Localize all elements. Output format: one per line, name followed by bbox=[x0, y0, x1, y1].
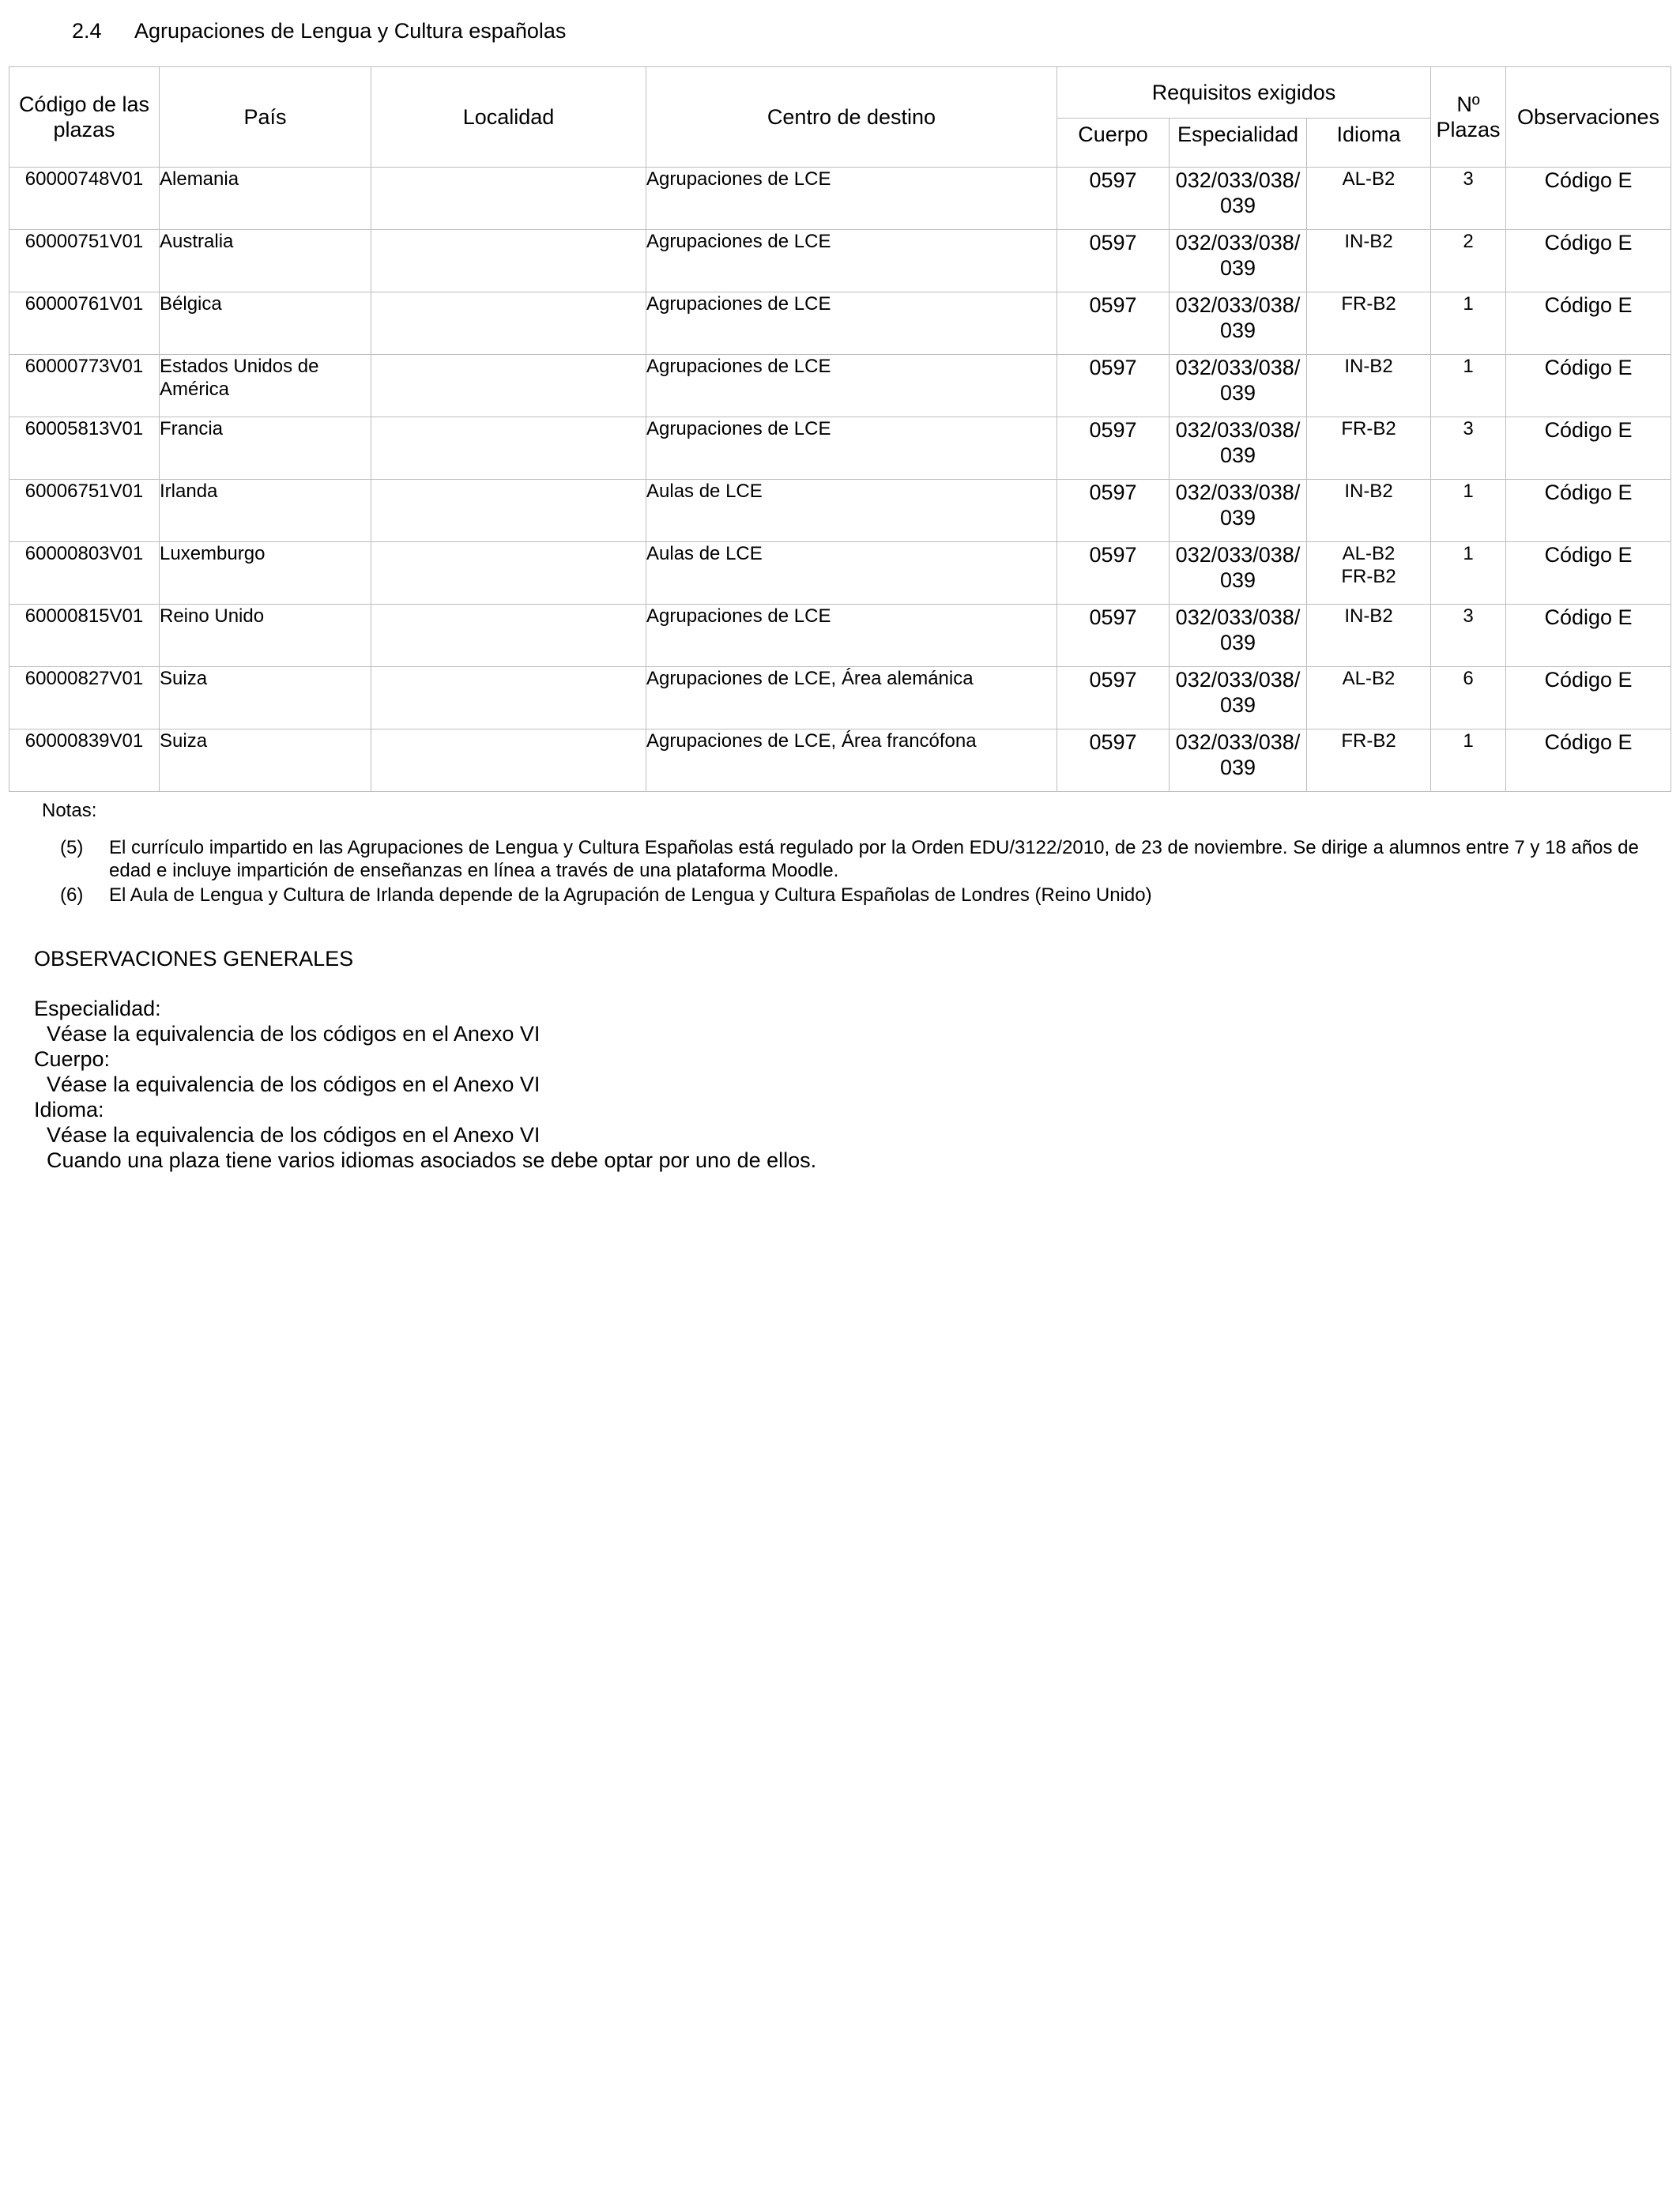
cell-centro: Aulas de LCE bbox=[646, 542, 1057, 605]
header-codigo: Código de las plazas bbox=[9, 67, 160, 168]
idioma-line: AL-B2 bbox=[1342, 668, 1396, 689]
cell-localidad bbox=[371, 230, 646, 292]
cell-localidad bbox=[371, 605, 646, 667]
cell-cuerpo: 0597 bbox=[1057, 729, 1170, 792]
cell-localidad bbox=[371, 480, 646, 542]
idioma-line: IN-B2 bbox=[1344, 481, 1393, 502]
especialidad-line: 032/033/038/ bbox=[1175, 543, 1301, 567]
header-pais: País bbox=[160, 67, 371, 168]
especialidad-line: 039 bbox=[1219, 256, 1256, 280]
cell-especialidad bbox=[1170, 355, 1307, 417]
especialidad-line: 039 bbox=[1219, 381, 1256, 405]
idioma-line: FR-B2 bbox=[1341, 730, 1396, 752]
cell-pais: Suiza bbox=[160, 729, 371, 792]
cell-plazas: 2 bbox=[1431, 230, 1506, 292]
cell-observaciones: Código E bbox=[1506, 729, 1671, 792]
header-centro: Centro de destino bbox=[646, 67, 1057, 168]
cell-idioma bbox=[1307, 605, 1431, 667]
cell-localidad bbox=[371, 355, 646, 417]
cell-idioma bbox=[1307, 168, 1431, 230]
observaciones-generales bbox=[34, 946, 816, 1173]
especialidad-line: 039 bbox=[1219, 568, 1256, 592]
table-row bbox=[9, 230, 1671, 292]
cell-plazas: 1 bbox=[1431, 542, 1506, 605]
table-row bbox=[9, 542, 1671, 605]
observacion-text: Véase la equivalencia de los códigos en el Anexo VI bbox=[47, 1022, 541, 1046]
table-row bbox=[9, 292, 1671, 355]
header-localidad: Localidad bbox=[371, 67, 646, 168]
idioma-line: AL-B2 bbox=[1342, 168, 1396, 190]
cell-centro: Agrupaciones de LCE, Área francófona bbox=[646, 729, 1057, 792]
especialidad-line: 039 bbox=[1219, 319, 1256, 342]
cell-observaciones: Código E bbox=[1506, 355, 1671, 417]
table-row bbox=[9, 480, 1671, 542]
cell-plazas: 1 bbox=[1431, 355, 1506, 417]
section-number: 2.4 bbox=[72, 19, 102, 43]
cell-pais: Estados Unidos de América bbox=[160, 355, 371, 417]
especialidad-line: 039 bbox=[1219, 443, 1256, 467]
cell-especialidad bbox=[1170, 292, 1307, 355]
cell-pais: Bélgica bbox=[160, 292, 371, 355]
cell-plazas: 1 bbox=[1431, 480, 1506, 542]
nota-number: (5) bbox=[60, 837, 84, 858]
cell-centro: Agrupaciones de LCE bbox=[646, 230, 1057, 292]
cell-centro: Agrupaciones de LCE bbox=[646, 417, 1057, 480]
cell-pais: Australia bbox=[160, 230, 371, 292]
cell-centro: Agrupaciones de LCE bbox=[646, 355, 1057, 417]
observacion-label: Cuerpo: bbox=[34, 1047, 111, 1071]
notas-list bbox=[60, 836, 1656, 908]
cell-codigo: 60000827V01 bbox=[9, 667, 160, 729]
cell-idioma bbox=[1307, 417, 1431, 480]
nota-item bbox=[60, 836, 1656, 882]
cell-idioma bbox=[1307, 230, 1431, 292]
cell-pais: Reino Unido bbox=[160, 605, 371, 667]
notas-label: Notas: bbox=[42, 800, 97, 821]
table-row bbox=[9, 355, 1671, 417]
especialidad-line: 039 bbox=[1219, 631, 1256, 654]
cell-pais: Francia bbox=[160, 417, 371, 480]
cell-localidad bbox=[371, 542, 646, 605]
cell-cuerpo: 0597 bbox=[1057, 168, 1170, 230]
header-especialidad: Especialidad bbox=[1170, 119, 1307, 168]
cell-plazas: 1 bbox=[1431, 292, 1506, 355]
cell-idioma bbox=[1307, 355, 1431, 417]
especialidad-line: 032/033/038/ bbox=[1175, 730, 1301, 754]
cell-codigo: 60006751V01 bbox=[9, 480, 160, 542]
cell-codigo: 60005813V01 bbox=[9, 417, 160, 480]
especialidad-line: 039 bbox=[1219, 194, 1256, 217]
especialidad-line: 032/033/038/ bbox=[1175, 356, 1301, 379]
cell-codigo: 60000773V01 bbox=[9, 355, 160, 417]
idioma-line: FR-B2 bbox=[1341, 418, 1396, 439]
observacion-text: Véase la equivalencia de los códigos en el Anexo VI bbox=[47, 1072, 541, 1096]
cell-plazas: 3 bbox=[1431, 605, 1506, 667]
cell-especialidad bbox=[1170, 230, 1307, 292]
cell-especialidad bbox=[1170, 480, 1307, 542]
header-observaciones: Observaciones bbox=[1506, 67, 1671, 168]
idioma-line: AL-B2 bbox=[1342, 543, 1396, 564]
especialidad-line: 032/033/038/ bbox=[1175, 168, 1301, 192]
especialidad-line: 032/033/038/ bbox=[1175, 418, 1301, 442]
table-row bbox=[9, 605, 1671, 667]
especialidad-line: 032/033/038/ bbox=[1175, 481, 1301, 504]
cell-pais: Luxemburgo bbox=[160, 542, 371, 605]
cell-cuerpo: 0597 bbox=[1057, 355, 1170, 417]
idioma-line: IN-B2 bbox=[1344, 356, 1393, 377]
idioma-line: IN-B2 bbox=[1344, 231, 1393, 252]
nota-text: El Aula de Lengua y Cultura de Irlanda depende de la Agrupación de Lengua y Cultura Españolas de Londres (Reino Unido) bbox=[109, 884, 1152, 906]
cell-centro: Agrupaciones de LCE bbox=[646, 605, 1057, 667]
cell-codigo: 60000803V01 bbox=[9, 542, 160, 605]
cell-localidad bbox=[371, 168, 646, 230]
cell-codigo: 60000839V01 bbox=[9, 729, 160, 792]
cell-centro: Agrupaciones de LCE, Área alemánica bbox=[646, 667, 1057, 729]
observacion-label: Idioma: bbox=[34, 1098, 104, 1122]
header-idioma: Idioma bbox=[1307, 119, 1431, 168]
especialidad-line: 039 bbox=[1219, 756, 1256, 779]
cell-especialidad bbox=[1170, 417, 1307, 480]
cell-plazas: 6 bbox=[1431, 667, 1506, 729]
cell-cuerpo: 0597 bbox=[1057, 417, 1170, 480]
cell-localidad bbox=[371, 417, 646, 480]
table-row bbox=[9, 417, 1671, 480]
cell-observaciones: Código E bbox=[1506, 417, 1671, 480]
cell-plazas: 3 bbox=[1431, 168, 1506, 230]
table-row bbox=[9, 168, 1671, 230]
observacion-text: Véase la equivalencia de los códigos en el Anexo VI bbox=[47, 1123, 541, 1147]
especialidad-line: 032/033/038/ bbox=[1175, 293, 1301, 317]
cell-especialidad bbox=[1170, 542, 1307, 605]
cell-plazas: 1 bbox=[1431, 729, 1506, 792]
cell-centro: Aulas de LCE bbox=[646, 480, 1057, 542]
cell-cuerpo: 0597 bbox=[1057, 230, 1170, 292]
idioma-line: FR-B2 bbox=[1341, 566, 1396, 587]
especialidad-line: 039 bbox=[1219, 506, 1256, 530]
cell-localidad bbox=[371, 729, 646, 792]
header-cuerpo: Cuerpo bbox=[1057, 119, 1170, 168]
cell-observaciones: Código E bbox=[1506, 667, 1671, 729]
cell-cuerpo: 0597 bbox=[1057, 480, 1170, 542]
cell-centro: Agrupaciones de LCE bbox=[646, 168, 1057, 230]
especialidad-line: 032/033/038/ bbox=[1175, 668, 1301, 692]
table-row bbox=[9, 667, 1671, 729]
cell-idioma bbox=[1307, 667, 1431, 729]
table-body bbox=[9, 168, 1671, 792]
table-row bbox=[9, 729, 1671, 792]
cell-centro: Agrupaciones de LCE bbox=[646, 292, 1057, 355]
observaciones-generales-title: OBSERVACIONES GENERALES bbox=[34, 947, 354, 971]
cell-idioma bbox=[1307, 480, 1431, 542]
cell-especialidad bbox=[1170, 605, 1307, 667]
cell-idioma bbox=[1307, 729, 1431, 792]
section-heading bbox=[72, 19, 566, 43]
cell-cuerpo: 0597 bbox=[1057, 605, 1170, 667]
cell-observaciones: Código E bbox=[1506, 230, 1671, 292]
cell-codigo: 60000748V01 bbox=[9, 168, 160, 230]
cell-observaciones: Código E bbox=[1506, 542, 1671, 605]
plazas-table bbox=[9, 66, 1671, 792]
cell-especialidad bbox=[1170, 168, 1307, 230]
cell-idioma bbox=[1307, 542, 1431, 605]
cell-localidad bbox=[371, 292, 646, 355]
cell-especialidad bbox=[1170, 729, 1307, 792]
nota-number: (6) bbox=[60, 884, 84, 906]
cell-localidad bbox=[371, 667, 646, 729]
cell-cuerpo: 0597 bbox=[1057, 667, 1170, 729]
idioma-line: FR-B2 bbox=[1341, 293, 1396, 315]
especialidad-line: 039 bbox=[1219, 693, 1256, 717]
nota-text: El currículo impartido en las Agrupaciones de Lengua y Cultura Españolas está regulado por la Orden EDU/3122/2010, de 23 de noviembre. Se dirige a alumnos entre 7 y 18 años de edad e incluye impartición de enseñanzas en línea a través de una plataforma Moodle. bbox=[109, 837, 1639, 881]
cell-codigo: 60000751V01 bbox=[9, 230, 160, 292]
cell-codigo: 60000815V01 bbox=[9, 605, 160, 667]
cell-cuerpo: 0597 bbox=[1057, 542, 1170, 605]
section-title: Agrupaciones de Lengua y Cultura españolas bbox=[134, 19, 567, 43]
cell-especialidad bbox=[1170, 667, 1307, 729]
header-requisitos: Requisitos exigidos bbox=[1057, 67, 1431, 119]
especialidad-line: 032/033/038/ bbox=[1175, 231, 1301, 254]
cell-observaciones: Código E bbox=[1506, 605, 1671, 667]
cell-codigo: 60000761V01 bbox=[9, 292, 160, 355]
header-nplazas: Nº Plazas bbox=[1431, 67, 1506, 168]
cell-cuerpo: 0597 bbox=[1057, 292, 1170, 355]
nota-item bbox=[60, 884, 1656, 907]
cell-pais: Suiza bbox=[160, 667, 371, 729]
cell-observaciones: Código E bbox=[1506, 292, 1671, 355]
observacion-text: Cuando una plaza tiene varios idiomas asociados se debe optar por uno de ellos. bbox=[47, 1148, 817, 1172]
observacion-label: Especialidad: bbox=[34, 997, 161, 1020]
cell-pais: Irlanda bbox=[160, 480, 371, 542]
cell-idioma bbox=[1307, 292, 1431, 355]
especialidad-line: 032/033/038/ bbox=[1175, 605, 1301, 629]
idioma-line: IN-B2 bbox=[1344, 605, 1393, 627]
cell-observaciones: Código E bbox=[1506, 480, 1671, 542]
cell-plazas: 3 bbox=[1431, 417, 1506, 480]
cell-pais: Alemania bbox=[160, 168, 371, 230]
cell-observaciones: Código E bbox=[1506, 168, 1671, 230]
